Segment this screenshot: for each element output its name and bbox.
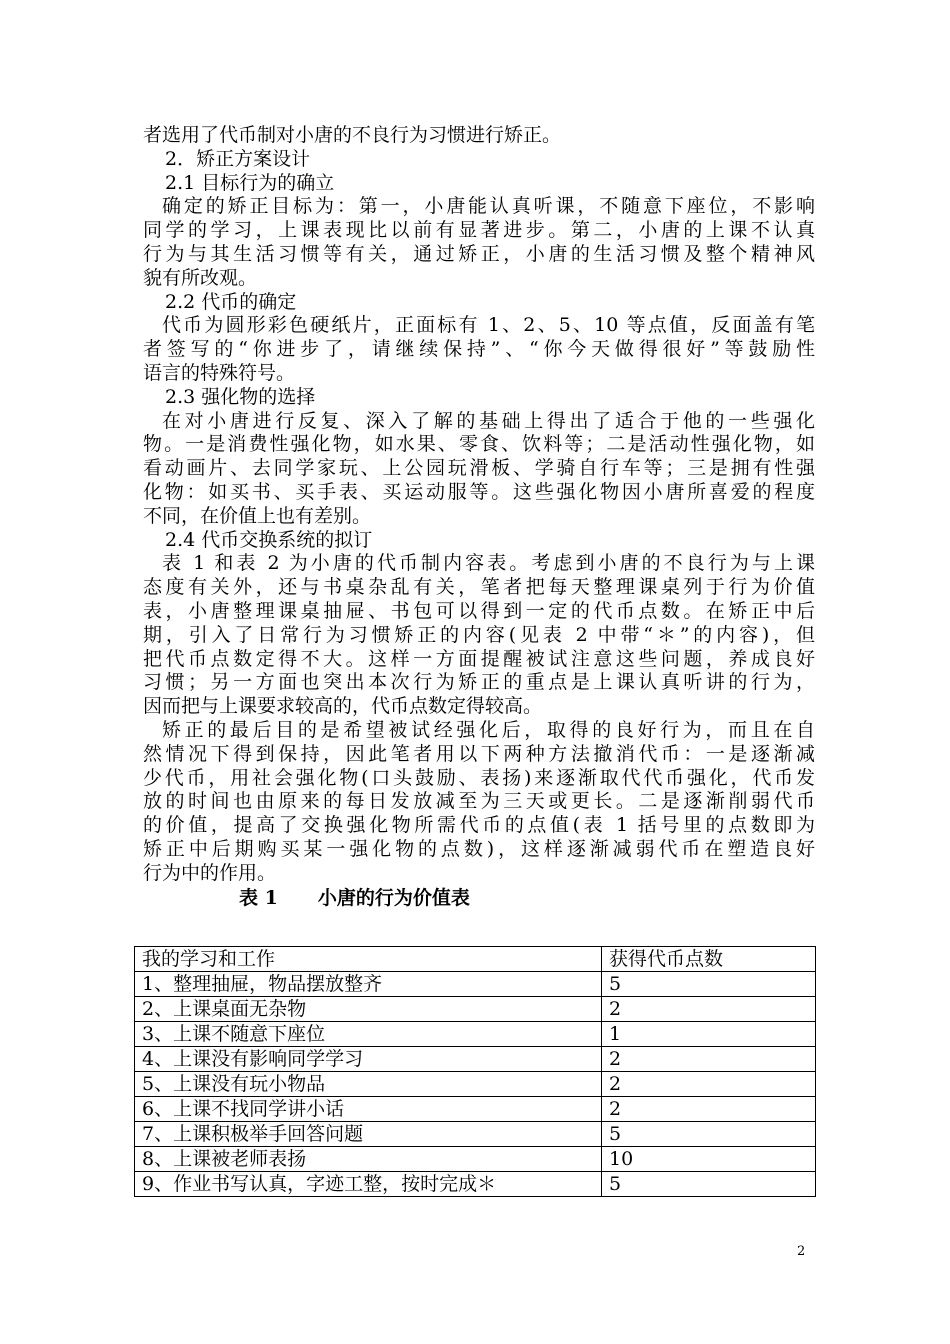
text-line: 习惯；另一方面也突出本次行为矫正的重点是上课认真听讲的行为， <box>143 671 815 694</box>
table-row <box>135 997 816 1022</box>
text-line: 矫正中后期购买某一强化物的点数)，这样逐渐减弱代币在塑造良好 <box>143 837 815 860</box>
text-line: 语言的特殊符号。 <box>143 361 296 384</box>
table-header-row <box>135 947 816 972</box>
behavior-cell: 4、上课没有影响同学学习 <box>135 1047 602 1072</box>
text-line: 者签写的“你进步了，请继续保持”、“你今天做得很好”等鼓励性 <box>143 338 815 361</box>
points-cell: 10 <box>602 1147 816 1172</box>
behavior-cell: 2、上课桌面无杂物 <box>135 997 602 1022</box>
points-cell: 1 <box>602 1022 816 1047</box>
points-cell: 2 <box>602 997 816 1022</box>
text-line: 2.1 目标行为的确立 <box>165 171 335 194</box>
document-body <box>143 124 815 910</box>
header-cell-points: 获得代币点数 <box>602 947 816 972</box>
text-line: 表 1 和表 2 为小唐的代币制内容表。考虑到小唐的不良行为与上课 <box>162 552 815 575</box>
text-line: 表，小唐整理课桌抽屉、书包可以得到一定的代币点数。在矫正中后 <box>143 599 815 622</box>
text-line: 2.3 强化物的选择 <box>165 385 316 408</box>
text-line: 看动画片、去同学家玩、上公园玩滑板、学骑自行车等；三是拥有性强 <box>143 457 815 480</box>
text-line: 同学的学习，上课表现比以前有显著进步。第二，小唐的上课不认真 <box>143 219 815 242</box>
table-row <box>135 1022 816 1047</box>
table-caption-title: 小唐的行为价值表 <box>317 886 470 909</box>
paragraph-lines <box>143 124 815 886</box>
text-line: 矫正的最后目的是希望被试经强化后，取得的良好行为，而且在自 <box>162 718 815 741</box>
behavior-cell: 9、作业书写认真，字迹工整，按时完成＊ <box>135 1172 602 1197</box>
table-row <box>135 1172 816 1197</box>
text-line: 化物：如买书、买手表、买运动服等。这些强化物因小唐所喜爱的程度 <box>143 480 815 503</box>
points-cell: 5 <box>602 972 816 997</box>
text-line: 放的时间也由原来的每日发放减至为三天或更长。二是逐渐削弱代币 <box>143 790 815 813</box>
table-caption <box>143 886 815 910</box>
text-line: 行为中的作用。 <box>143 861 277 884</box>
text-line: 代币为圆形彩色硬纸片，正面标有 1、2、5、10 等点值，反面盖有笔 <box>162 314 815 337</box>
text-line: 行为与其生活习惯等有关，通过矫正，小唐的生活习惯及整个精神风 <box>143 242 815 265</box>
text-line: 少代币，用社会强化物(口头鼓励、表扬)来逐渐取代代币强化，代币发 <box>143 766 815 789</box>
text-line: 不同，在价值上也有差别。 <box>143 504 372 527</box>
table-row <box>135 1122 816 1147</box>
text-line: 物。一是消费性强化物，如水果、零食、饮料等；二是活动性强化物，如 <box>143 433 815 456</box>
text-line: 确定的矫正目标为：第一，小唐能认真听课，不随意下座位，不影响 <box>162 195 815 218</box>
table-caption-label: 表 1 <box>239 886 278 909</box>
table-row <box>135 1047 816 1072</box>
points-cell: 5 <box>602 1172 816 1197</box>
text-line: 2.2 代币的确定 <box>165 290 297 313</box>
text-line: 然情况下得到保持，因此笔者用以下两种方法撤消代币：一是逐渐减 <box>143 742 815 765</box>
text-line: 因而把与上课要求较高的，代币点数定得较高。 <box>143 695 543 718</box>
points-cell: 2 <box>602 1072 816 1097</box>
table-row <box>135 1097 816 1122</box>
points-cell: 2 <box>602 1097 816 1122</box>
text-line: 在对小唐进行反复、深入了解的基础上得出了适合于他的一些强化 <box>162 409 815 432</box>
behavior-cell: 1、整理抽屉，物品摆放整齐 <box>135 972 602 997</box>
text-line: 2.4 代币交换系统的拟订 <box>165 528 373 551</box>
behavior-cell: 8、上课被老师表扬 <box>135 1147 602 1172</box>
text-line: 把代币点数定得不大。这样一方面提醒被试注意这些问题，养成良好 <box>143 647 815 670</box>
text-line: 2．矫正方案设计 <box>165 147 311 170</box>
text-line: 貌有所改观。 <box>143 266 258 289</box>
table-row <box>135 972 816 997</box>
text-line: 期，引入了日常行为习惯矫正的内容(见表 2 中带“＊”的内容)，但 <box>143 623 815 646</box>
points-cell: 2 <box>602 1047 816 1072</box>
text-line: 态度有关外，还与书桌杂乱有关，笔者把每天整理课桌列于行为价值 <box>143 576 815 599</box>
behavior-cell: 7、上课积极举手回答问题 <box>135 1122 602 1147</box>
text-line: 的价值，提高了交换强化物所需代币的点值(表 1 括号里的点数即为 <box>143 814 815 837</box>
table-row <box>135 1147 816 1172</box>
behavior-cell: 5、上课没有玩小物品 <box>135 1072 602 1097</box>
behavior-cell: 6、上课不找同学讲小话 <box>135 1097 602 1122</box>
behavior-value-table <box>134 946 816 1197</box>
points-cell: 5 <box>602 1122 816 1147</box>
page-number: 2 <box>797 1244 806 1259</box>
header-cell-behavior: 我的学习和工作 <box>135 947 602 972</box>
text-line: 者选用了代币制对小唐的不良行为习惯进行矫正。 <box>143 124 562 146</box>
behavior-cell: 3、上课不随意下座位 <box>135 1022 602 1047</box>
table-row <box>135 1072 816 1097</box>
